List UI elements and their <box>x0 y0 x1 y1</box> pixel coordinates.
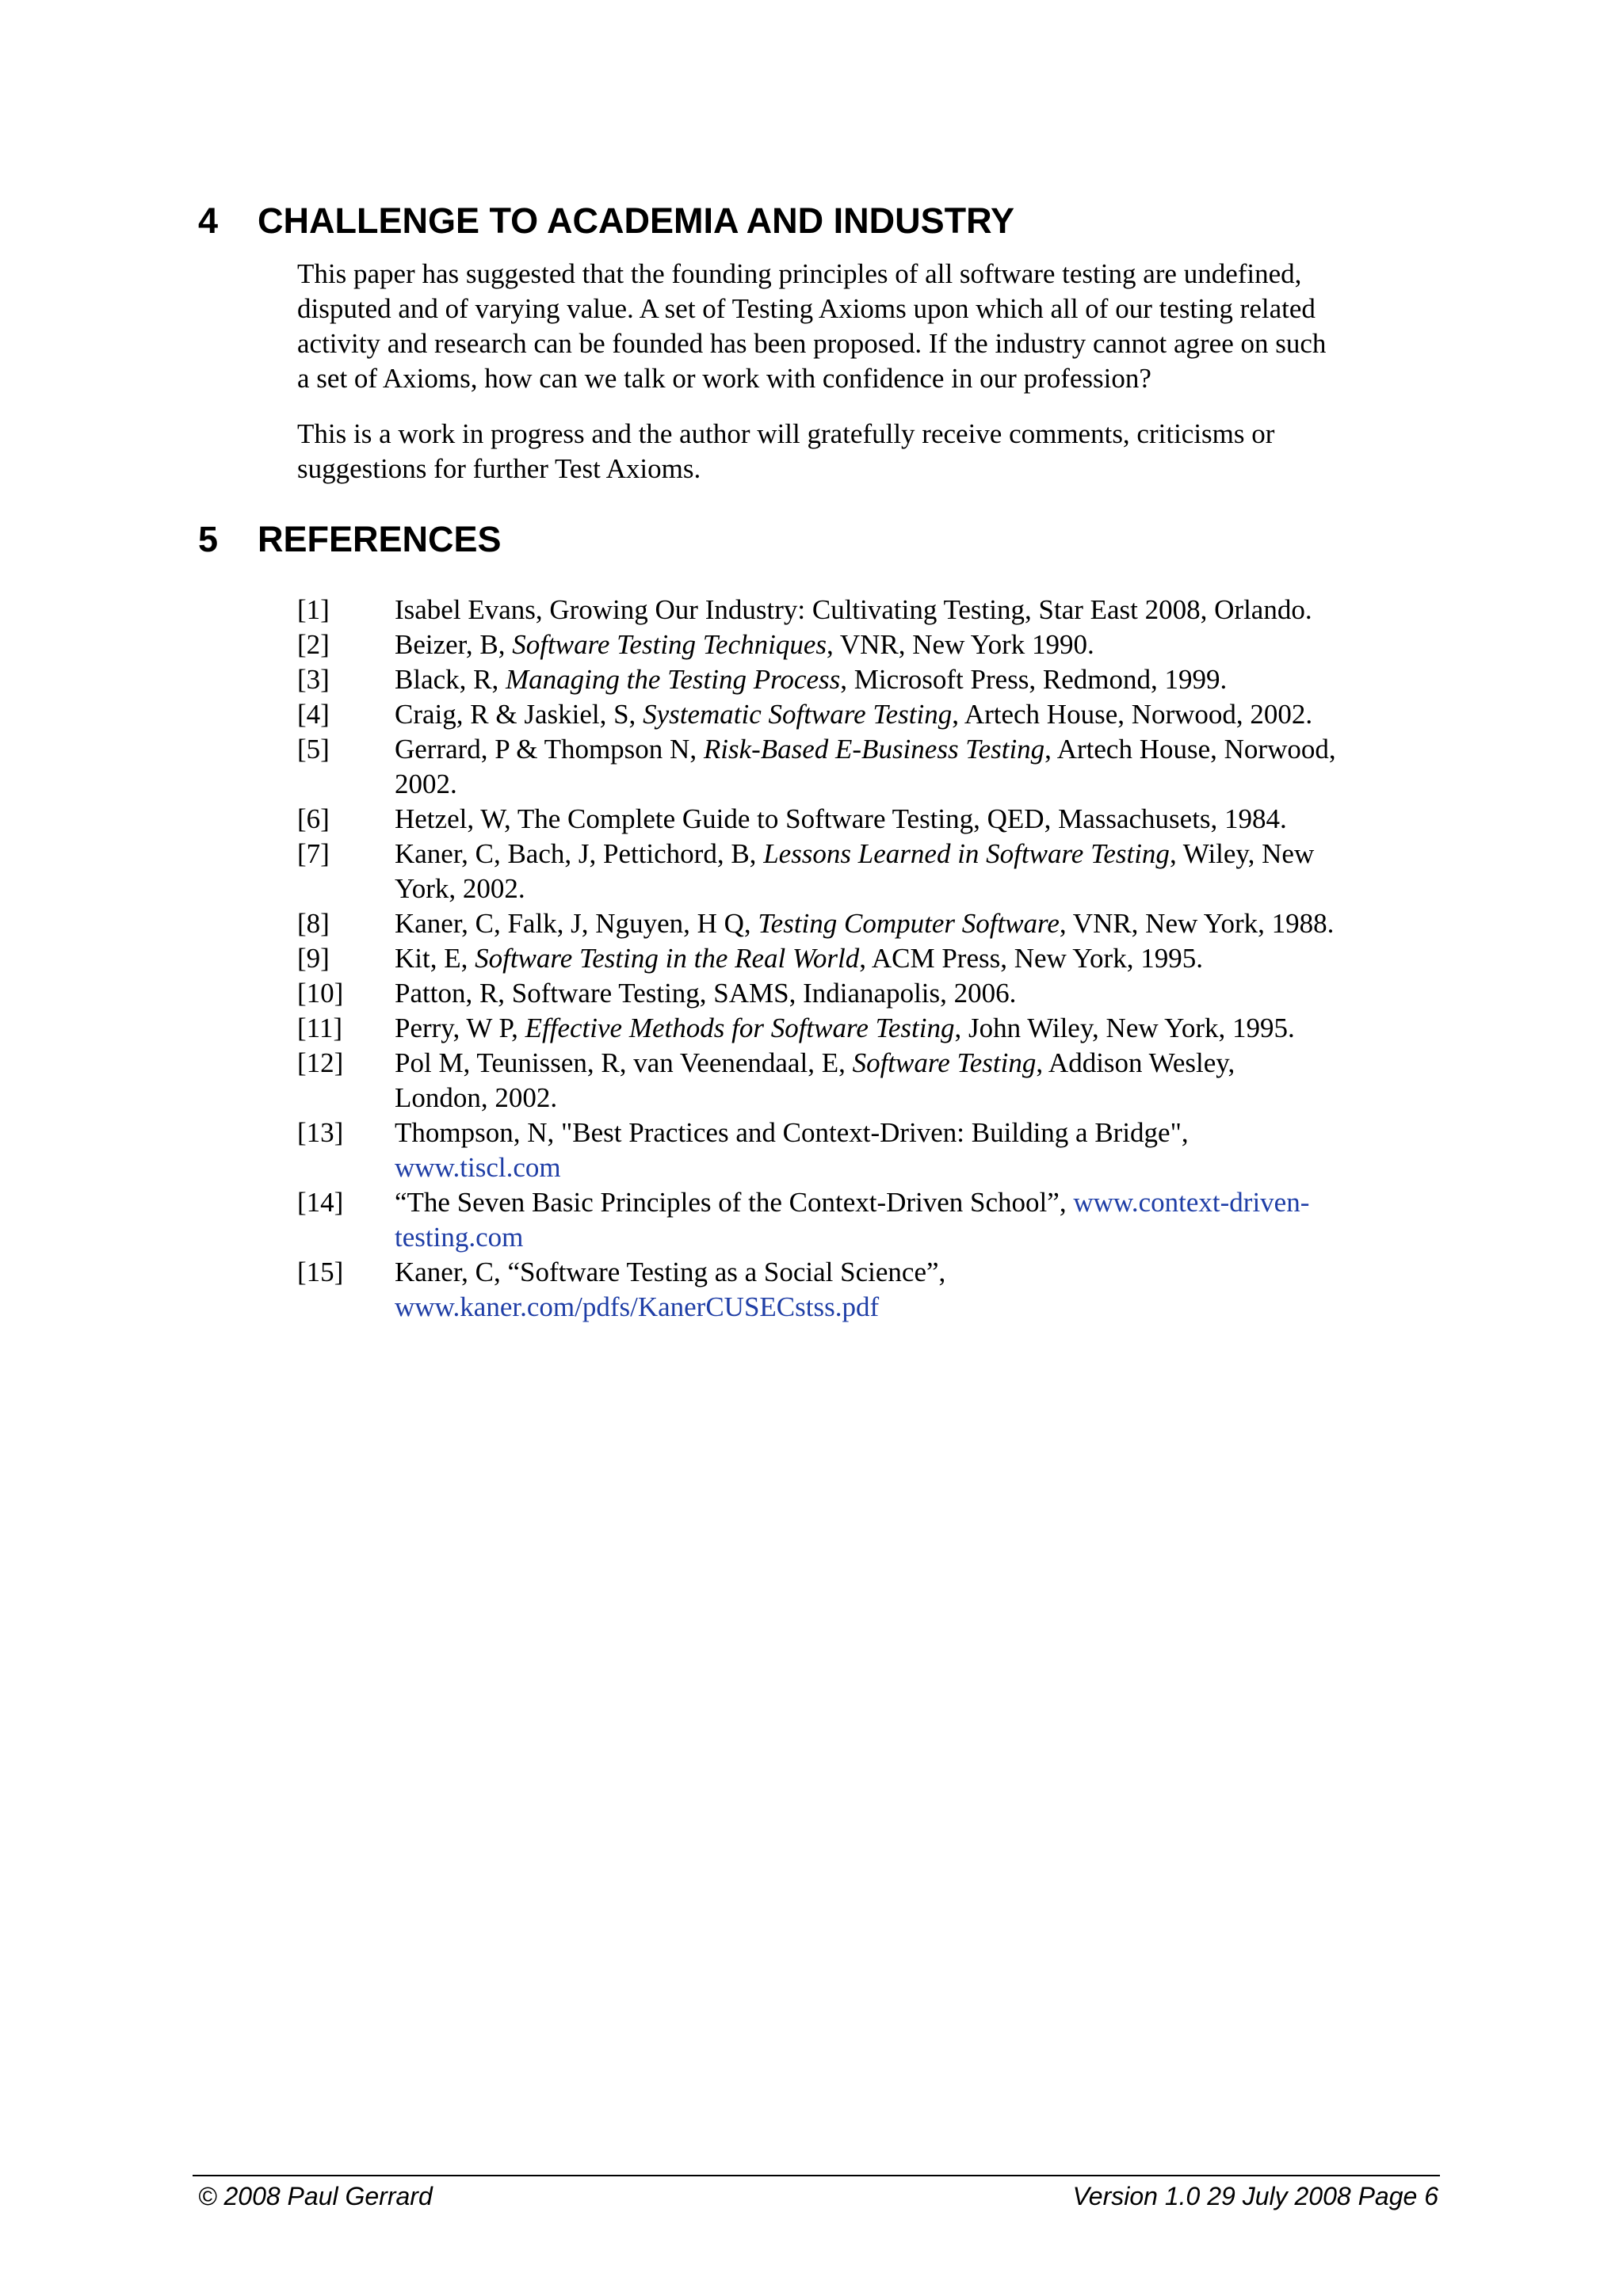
reference-item <box>297 1011 1438 1046</box>
reference-line <box>395 1255 1438 1290</box>
reference-line <box>395 976 1438 1011</box>
footer-copyright: © 2008 Paul Gerrard <box>198 2182 433 2210</box>
reference-text: Beizer, B, <box>395 629 513 660</box>
reference-text: , Wiley, New <box>1169 838 1315 869</box>
reference-line <box>395 1185 1438 1220</box>
reference-number: [5] <box>297 734 330 765</box>
reference-text: , Artech House, Norwood, <box>1044 734 1336 765</box>
paragraph-line: This is a work in progress and the author will gratefully receive comments, criticisms or <box>297 418 1275 449</box>
reference-number: [6] <box>297 803 330 834</box>
reference-link[interactable]: testing.com <box>395 1222 524 1253</box>
reference-line <box>395 697 1438 732</box>
reference-title: Risk-Based E-Business Testing <box>703 734 1045 765</box>
section-title: REFERENCES <box>258 519 502 559</box>
reference-number: [1] <box>297 594 330 625</box>
reference-text: , Artech House, Norwood, 2002. <box>952 699 1313 730</box>
reference-item <box>297 837 1438 906</box>
paragraph-line: activity and research can be founded has been proposed. If the industry cannot agree on such <box>297 328 1327 359</box>
reference-number: [8] <box>297 908 330 939</box>
challenge-paragraph-2 <box>297 417 1430 486</box>
reference-item <box>297 1046 1438 1116</box>
reference-title: Systematic Software Testing <box>643 699 953 730</box>
paragraph-line: a set of Axioms, how can we talk or work with confidence in our profession? <box>297 363 1151 394</box>
reference-text: Perry, W P, <box>395 1013 525 1043</box>
challenge-paragraph-1 <box>297 257 1430 396</box>
reference-line <box>395 906 1438 941</box>
reference-line <box>395 1011 1438 1046</box>
reference-title: Lessons Learned in Software Testing <box>763 838 1170 869</box>
section-heading-5 <box>198 518 502 561</box>
reference-number: [14] <box>297 1187 344 1218</box>
reference-item <box>297 976 1438 1011</box>
reference-item <box>297 941 1438 976</box>
reference-line: York, 2002. <box>395 873 525 904</box>
section-heading-4 <box>198 200 1014 242</box>
reference-number: [10] <box>297 978 344 1009</box>
reference-text: Thompson, N, "Best Practices and Context-Driven: Building a Bridge", <box>395 1117 1189 1148</box>
reference-text: Gerrard, P & Thompson N, <box>395 734 704 765</box>
reference-text: Craig, R & Jaskiel, S, <box>395 699 643 730</box>
reference-line <box>395 837 1438 871</box>
reference-link[interactable]: www.context-driven- <box>1073 1187 1310 1218</box>
reference-line <box>395 1116 1438 1150</box>
reference-line <box>395 593 1438 627</box>
paragraph-line: suggestions for further Test Axioms. <box>297 453 701 484</box>
paragraph-line: This paper has suggested that the founding principles of all software testing are undefined, <box>297 258 1302 289</box>
reference-number: [2] <box>297 629 330 660</box>
reference-text: Kaner, C, Bach, J, Pettichord, B, <box>395 838 764 869</box>
reference-text: , ACM Press, New York, 1995. <box>859 943 1203 974</box>
reference-text: Hetzel, W, The Complete Guide to Software Testing, QED, Massachusets, 1984. <box>395 803 1287 834</box>
reference-text: Isabel Evans, Growing Our Industry: Cultivating Testing, Star East 2008, Orlando. <box>395 594 1312 625</box>
reference-text: , VNR, New York, 1988. <box>1059 908 1335 939</box>
reference-title: Software Testing <box>852 1047 1037 1078</box>
reference-item <box>297 732 1438 802</box>
reference-text: , VNR, New York 1990. <box>827 629 1094 660</box>
paragraph-line: disputed and of varying value. A set of Testing Axioms upon which all of our testing related <box>297 293 1316 324</box>
reference-line: 2002. <box>395 769 457 799</box>
footer-divider <box>193 2175 1440 2176</box>
reference-item <box>297 906 1438 941</box>
section-number: 4 <box>198 200 219 241</box>
reference-line <box>395 802 1438 837</box>
references-list <box>297 593 1438 1325</box>
reference-title: Testing Computer Software <box>758 908 1060 939</box>
reference-text: Pol M, Teunissen, R, van Veenendaal, E, <box>395 1047 853 1078</box>
reference-number: [9] <box>297 943 330 974</box>
reference-item <box>297 662 1438 697</box>
reference-number: [12] <box>297 1047 344 1078</box>
section-title: CHALLENGE TO ACADEMIA AND INDUSTRY <box>258 200 1014 241</box>
footer-version: Version 1.0 29 July 2008 Page 6 <box>1072 2182 1438 2210</box>
reference-line <box>395 941 1438 976</box>
reference-number: [15] <box>297 1257 344 1287</box>
reference-number: [7] <box>297 838 330 869</box>
reference-title: Software Testing Techniques <box>512 629 827 660</box>
reference-title: Managing the Testing Process <box>505 664 841 695</box>
reference-text: , Addison Wesley, <box>1036 1047 1235 1078</box>
reference-text: Patton, R, Software Testing, SAMS, Indianapolis, 2006. <box>395 978 1017 1009</box>
reference-item <box>297 1185 1438 1255</box>
reference-text: Black, R, <box>395 664 506 695</box>
reference-line <box>395 627 1438 662</box>
reference-number: [13] <box>297 1117 344 1148</box>
reference-line: London, 2002. <box>395 1082 558 1113</box>
reference-number: [3] <box>297 664 330 695</box>
reference-number: [11] <box>297 1013 343 1043</box>
reference-number: [4] <box>297 699 330 730</box>
reference-link[interactable]: www.kaner.com/pdfs/KanerCUSECstss.pdf <box>395 1291 880 1322</box>
reference-line <box>395 732 1438 767</box>
reference-text: Kaner, C, Falk, J, Nguyen, H Q, <box>395 908 758 939</box>
reference-text: , John Wiley, New York, 1995. <box>954 1013 1295 1043</box>
reference-text: Kit, E, <box>395 943 475 974</box>
reference-item <box>297 697 1438 732</box>
reference-text: , Microsoft Press, Redmond, 1999. <box>840 664 1228 695</box>
reference-title: Software Testing in the Real World <box>475 943 860 974</box>
reference-link[interactable]: www.tiscl.com <box>395 1152 561 1183</box>
reference-item <box>297 593 1438 627</box>
reference-item <box>297 1116 1438 1185</box>
reference-title: Effective Methods for Software Testing <box>525 1013 955 1043</box>
reference-text: “The Seven Basic Principles of the Context-Driven School”, <box>395 1187 1074 1218</box>
reference-text: Kaner, C, “Software Testing as a Social Science”, <box>395 1257 946 1287</box>
reference-line <box>395 1046 1438 1081</box>
reference-line <box>395 662 1438 697</box>
reference-item <box>297 1255 1438 1325</box>
reference-item <box>297 802 1438 837</box>
section-number: 5 <box>198 519 219 559</box>
reference-item <box>297 627 1438 662</box>
